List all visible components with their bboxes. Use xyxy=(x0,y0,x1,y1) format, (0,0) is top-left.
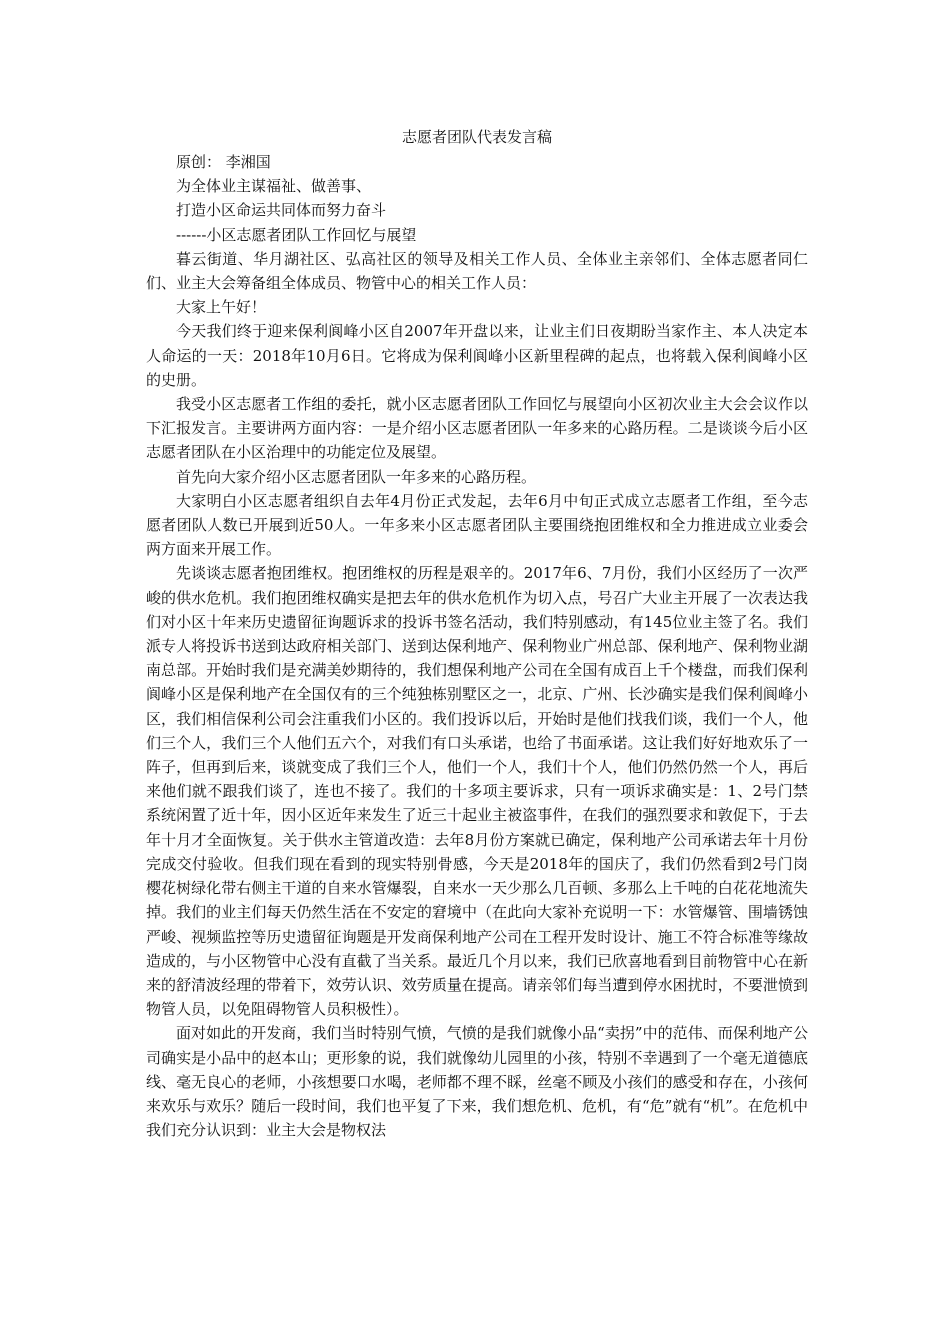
body-paragraph: 我受小区志愿者工作组的委托，就小区志愿者团队工作回忆与展望向小区初次业主大会会议作以下汇报发言。主要讲两方面内容：一是介绍小区志愿者团队一年多来的心路历程。二是谈谈今后小区志愿者团队在小区治理中的功能定位及展望。 xyxy=(146,395,808,462)
subtitle-line-1: 为全体业主谋福祉、做善事、 xyxy=(176,177,372,196)
body-paragraph: 大家明白小区志愿者组织自去年4月份正式发起，去年6月中旬正式成立志愿者工作组，至今志愿者团队人数已开展到近50人。一年多来小区志愿者团队主要围绕抱团维权和全力推进成立业委会两方面来开展工作。 xyxy=(146,491,808,559)
body-paragraph: 先谈谈志愿者抱团维权。抱团维权的历程是艰辛的。2017年6、7月份，我们小区经历了一次严峻的供水危机。我们抱团维权确实是把去年的供水危机作为切入点，号召广大业主开展了一次表达我们对小区十年来历史遗留征询题诉求的投诉书签名活动，我们特别感动，有145位业主签了名。我们派专人将投诉书送到达政府相关部门、送到达保利地产、保利物业广州总部、保利地产、保利物业湖南总部。开始时我们是充满美妙期待的，我们想保利地产公司在全国有成百上千个楼盘，而我们保利阆峰小区是保利地产在全国仅有的三个纯独栋别墅区之一，北京、广州、长沙确实是我们保利阆峰小区，我们相信保利公司会注重我们小区的。我们投诉以后，开始时是他们找我们谈，我们一个人，他们三个人，我们三个人他们五六个，对我们有口头承诺，也给了书面承诺。这让我们好好地欢乐了一阵子，但再到后来，谈就变成了我们三个人，他们一个人，我们十个人，他们仍然仍然一个人，再后来他们就不跟我们谈了，连也不接了。我们的十多项主要诉求，只有一项诉求确实是：1、2号门禁系统闲置了近十年，因小区近年来发生了近三十起业主被盗事件，在我们的强烈要求和敦促下，于去年十月才全面恢复。关于供水主管道改造：去年8月份方案就已确定，保利地产公司承诺去年十月份完成交付验收。但我们现在看到的现实特别骨感，今天是2018年的国庆了，我们仍然看到2号门岗樱花树绿化带右侧主干道的自来水管爆裂，自来水一天少那么几百顿、多那么上千吨的白花花地流失掉。我们的业主们每天仍然生活在不安定的窘境中（在此向大家补充说明一下：水管爆管、围墙锈蚀严峻、视频监控等历史遗留征询题是开发商保利地产公司在工程开发时设计、施工不符合标准等缘故造成的，与小区物管中心没有直截了当关系。最近几个月以来，我们已欣喜地看到目前物管中心在新来的舒清波经理的带着下，效劳认识、效劳质量在提高。请亲邻们每当遭到停水困扰时，不要泄愤到物管人员，以免阻碍物管人员积极性）。 xyxy=(146,564,808,1019)
body-paragraph: 今天我们终于迎来保利阆峰小区自2007年开盘以来，让业主们日夜期盼当家作主、本人决定本人命运的一天：2018年10月6日。它将成为保利阆峰小区新里程碑的起点，也将载入保利阆峰小区的史册。 xyxy=(146,322,808,389)
salutation-paragraph: 暮云街道、华月湖社区、弘高社区的领导及相关工作人员、全体业主亲邻们、全体志愿者同仁们、业主大会筹备组全体成员、物管中心的相关工作人员： xyxy=(146,249,808,293)
greeting-paragraph: 大家上午好！ xyxy=(176,298,267,317)
document-title: 志愿者团队代表发言稿 xyxy=(401,128,552,146)
subtitle-line-2: 打造小区命运共同体而努力奋斗 xyxy=(176,201,387,220)
subtitle-line-3: ------小区志愿者团队工作回忆与展望 xyxy=(176,225,417,244)
body-paragraph: 面对如此的开发商，我们当时特别气愤，气愤的是我们就像小品“卖拐”中的范伟、而保利地产公司确实是小品中的赵本山；更形象的说，我们就像幼儿园里的小孩，特别不幸遇到了一个毫无道德底线、毫无良心的老师，小孩想要口水喝，老师都不理不睬，丝毫不顾及小孩们的感受和存在，小孩何来欢乐与欢乐？随后一段时间，我们也平复了下来，我们想危机、危机，有“危”就有“机”。在危机中我们充分认识到：业主大会是物权法 xyxy=(146,1024,808,1140)
document-page xyxy=(146,124,808,1142)
body-paragraph: 首先向大家介绍小区志愿者团队一年多来的心路历程。 xyxy=(176,467,537,486)
author-line: 原创： 李湘国 xyxy=(176,153,271,171)
